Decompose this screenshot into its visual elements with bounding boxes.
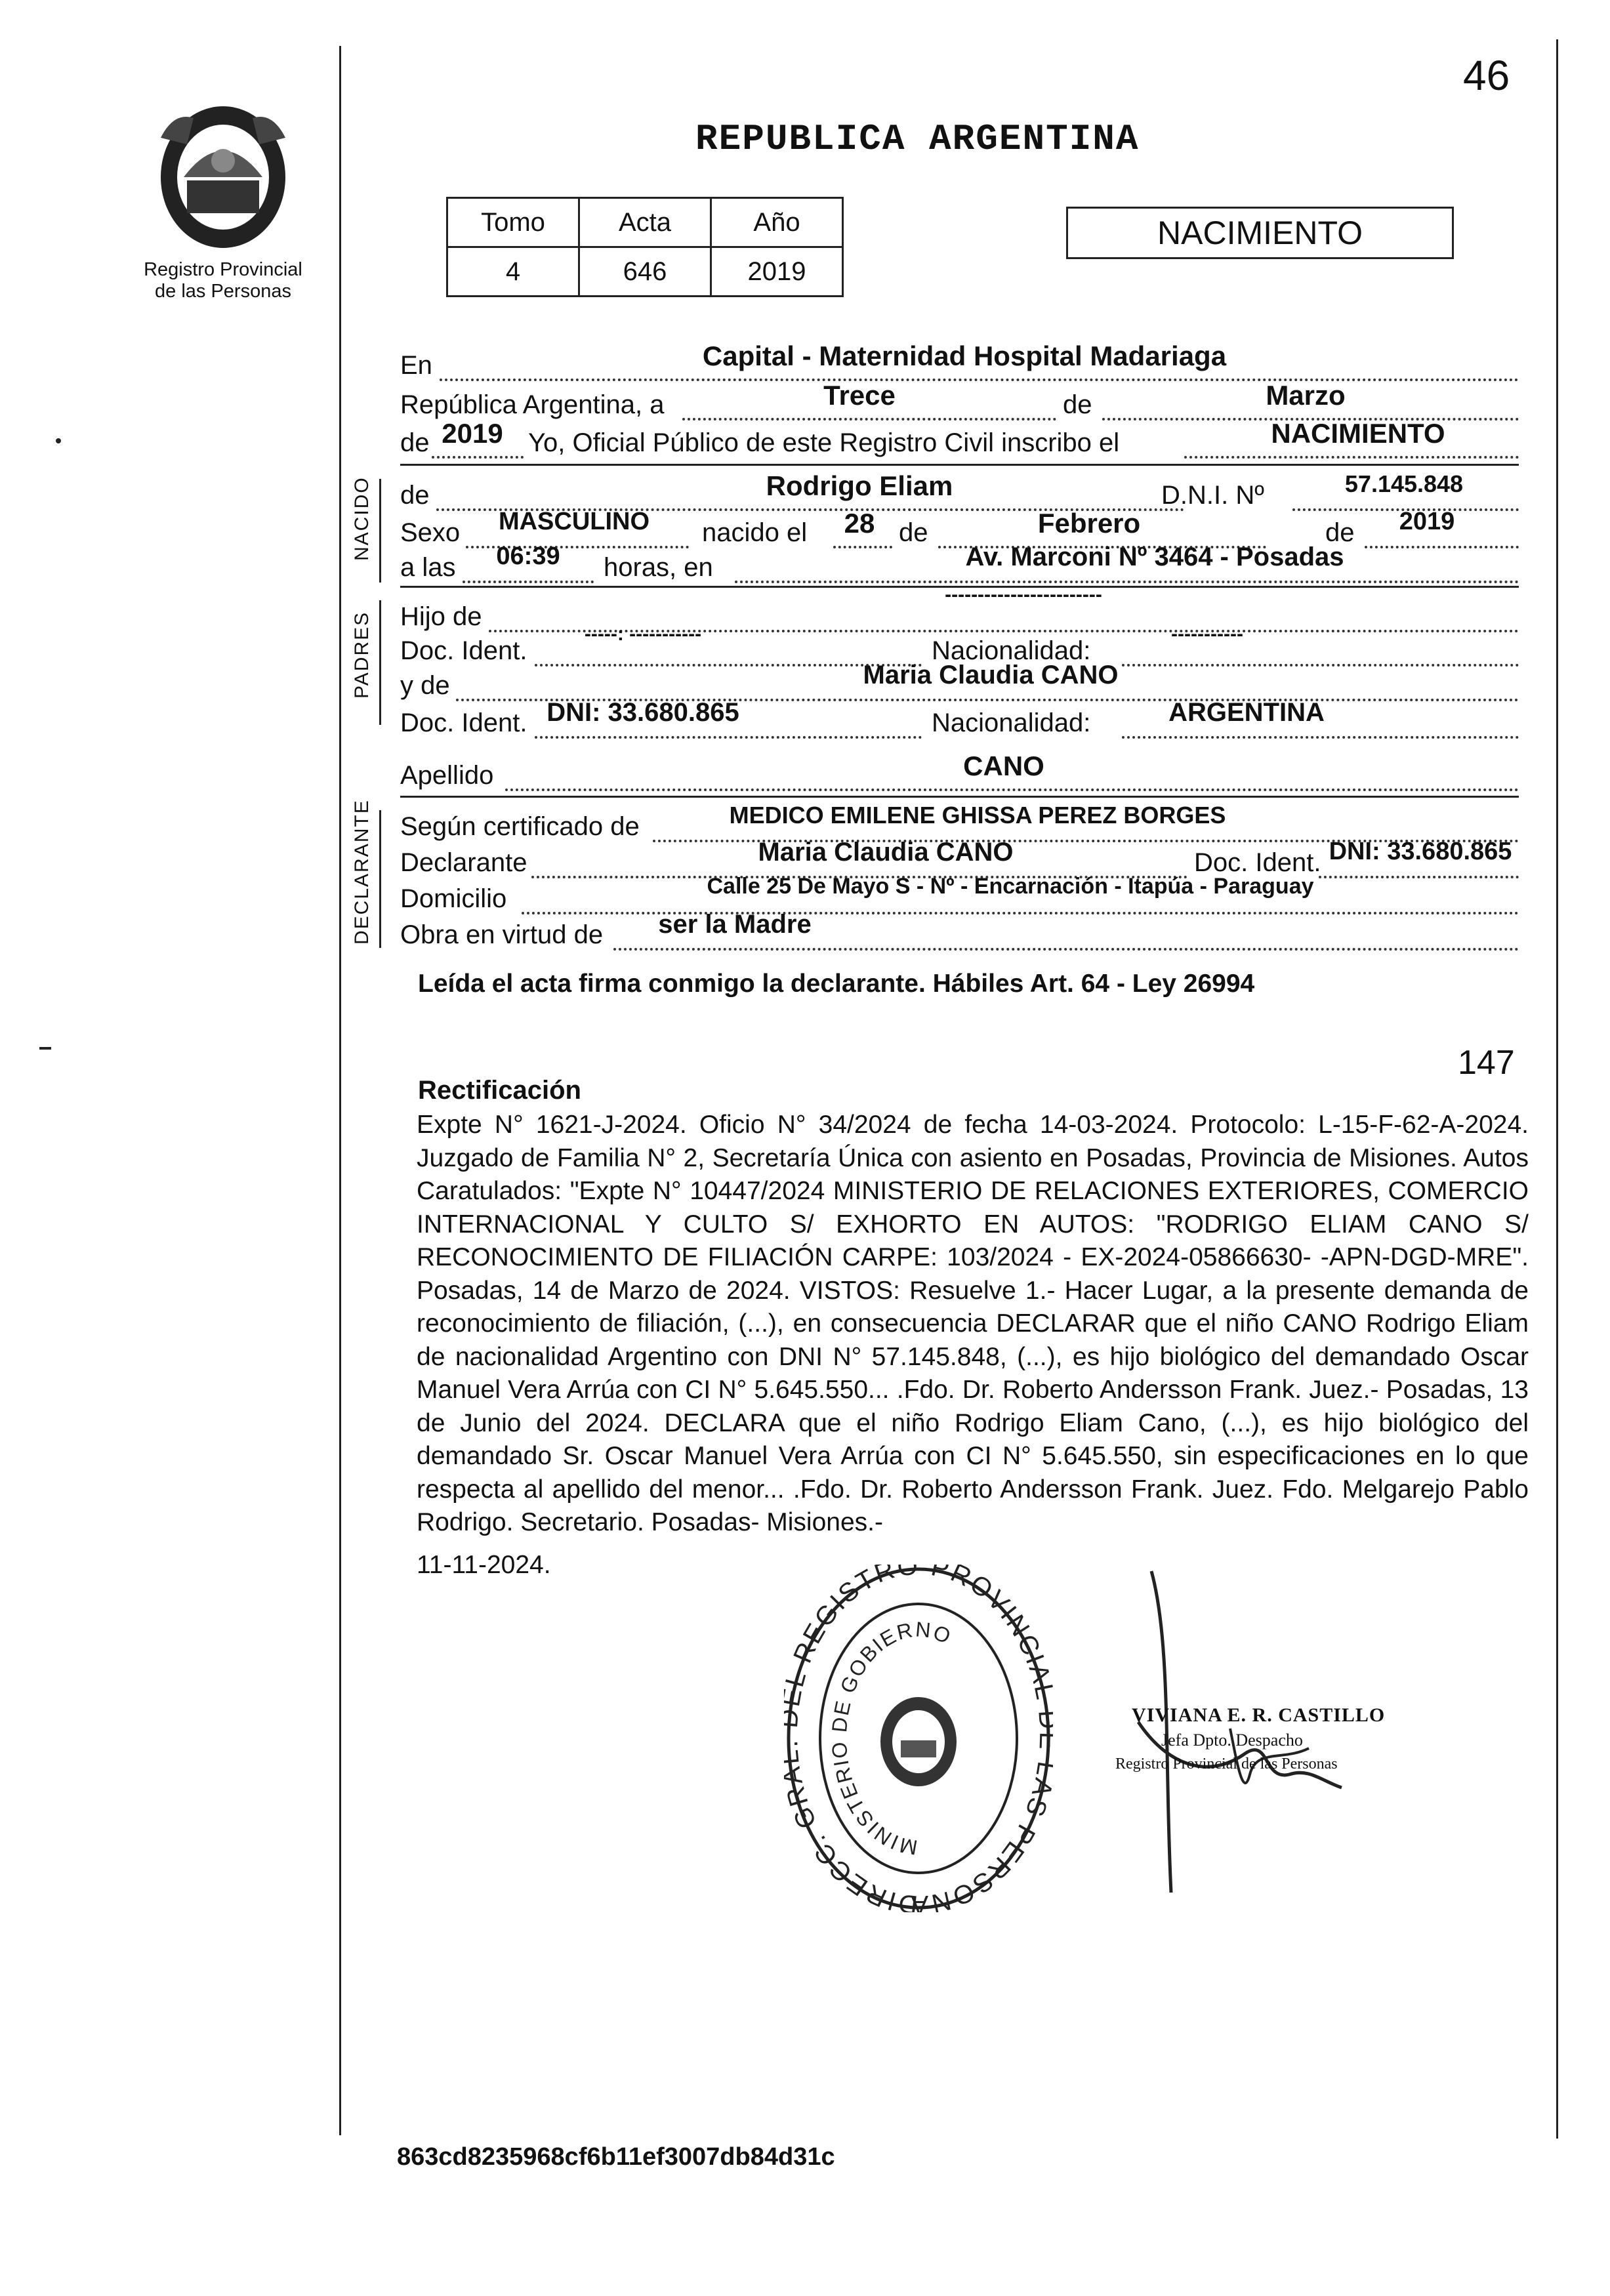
yde-label: y de [400,671,450,700]
registry-label [112,259,335,302]
de-label: de [899,518,928,547]
table-cell: 646 [579,247,711,297]
child-dni: 57.145.848 [1344,470,1464,497]
table-row [447,247,843,297]
obra-value: ser la Madre [658,910,812,939]
registry-line2: de las Personas [155,281,291,302]
obra-label: Obra en virtud de [400,920,604,949]
signature-line3: Registro Provincial de las Personas [1115,1755,1338,1773]
doc-label: Doc. Ident. [400,636,527,665]
rectificacion-date: 11-11-2024. [417,1551,551,1579]
certificado-label: Según certificado de [400,812,640,841]
de-label: de [1063,390,1092,419]
table-header-cell: Acta [579,198,711,247]
mother-name: Maria Claudia CANO [863,661,1119,689]
yo-text: Yo, Oficial Público de este Registro Civil inscribo el [528,428,1120,457]
birth-time: 06:39 [496,543,560,570]
declarante-name: Maria Claudia CANO [758,838,1014,867]
father-doc: -----: ----------- [584,623,702,645]
tomo-acta-table [446,197,844,297]
de-label: de [400,481,430,510]
domicilio-label: Domicilio [400,884,507,913]
record-type: NACIMIENTO [1271,418,1445,449]
en-label: En [400,351,432,380]
signature-line1: VIVIANA E. R. CASTILLO [1132,1704,1386,1726]
doc-label: Doc. Ident. [400,708,527,737]
horas-label: horas, en [604,553,713,582]
birth-day: 28 [844,508,875,539]
hijo-label: Hijo de [400,602,482,631]
row-year [400,418,1519,462]
table-header-cell: Tomo [447,198,579,247]
declarante-label: Declarante [400,848,527,877]
sexo-label: Sexo [400,518,461,547]
left-margin-line [339,46,341,2135]
province-emblem [148,98,299,256]
nacido-label: nacido el [702,518,808,547]
row-domicilio [400,874,1519,918]
alas-label: a las [400,553,456,582]
rectificacion-number: 147 [1458,1044,1515,1082]
de-label: de [1325,518,1355,547]
registry-line1: Registro Provincial [144,259,302,280]
certificado-value: MEDICO EMILENE GHISSA PEREZ BORGES [729,802,1226,829]
row-obra [400,910,1519,954]
birth-year: 2019 [1399,508,1455,535]
apellido-value: CANO [963,750,1044,781]
de-label: de [400,428,430,457]
official-seal [784,1565,1053,1912]
row-mother-doc [400,698,1519,743]
record-year: 2019 [442,418,503,449]
birth-month: Febrero [1037,508,1141,539]
rectificacion-title: Rectificación [418,1076,581,1105]
domicilio-value: Calle 25 De Mayo S - Nº - Encarnación - Itapúa - Paraguay [707,874,1314,899]
nacionalidad-label: Nacionalidad: [932,636,1091,665]
nacionalidad-label: Nacionalidad: [932,708,1091,737]
father-nationality: ----------- [1171,623,1243,645]
page-number: 46 [1463,52,1510,99]
document-hash: 863cd8235968cf6b11ef3007db84d31c [397,2143,835,2171]
record-month: Marzo [1266,380,1346,411]
table-cell: 2019 [711,247,843,297]
child-sex: MASCULINO [498,508,650,535]
seal-outer-text: DIRECC. G REGISTRO PROVINCI S PERSONA [787,1565,1053,1912]
table-header-row [447,198,843,247]
declarante-doc: DNI: 33.680.865 [1329,838,1512,865]
signature-line2: Jefa Dpto. Despacho [1161,1731,1303,1750]
apellido-label: Apellido [400,761,494,790]
child-name: Rodrigo Eliam [766,470,953,501]
table-cell: 4 [447,247,579,297]
section-label-padres: PADRES [351,611,373,699]
table-header-cell: Año [711,198,843,247]
father-name: ------------------------ [945,584,1102,605]
record-day: Trece [823,380,896,411]
republica-label: República Argentina, a [400,390,665,419]
birth-address: Av. Marconi Nº 3464 - Posadas [965,543,1344,571]
closing-statement: Leída el acta firma conmigo la declarante. Hábiles Art. 64 - Ley 26994 [418,970,1255,998]
doc-label: Doc. Ident. [1194,848,1321,877]
section-label-nacido: NACIDO [351,476,373,561]
rectificacion-body: Expte N° 1621-J-2024. Oficio N° 34/2024 de fecha 14-03-2024. Protocolo: L-15-F-62-A-2024. Juzgado de Familia N° 2, Secretaría Única con asiento en Posadas, Provincia de Misiones. Autos Caratulados: "Expte N° 10447/2024 MINISTERIO DE RELACIONES EXTERIORES, COMERCIO INTERNACIONAL Y CULTO S/ EXHORTO EN AUTOS: "RODRIGO ELIAM CANO S/ RECONOCIMIENTO DE FILIACIÓN CARPE: 103/2024 - EX-2024-05866630- -APN-DGD-MRE". Posadas, 14 de Marzo de 2024. VISTOS: Resuelve 1.- Hacer Lugar, a la presente demanda de reconocimiento de filiación, (...), en consecuencia DECLARAR que el niño CANO Rodrigo Eliam de nacionalidad Argentino con DNI N° 57.145.848, (...), es hijo biológico del demandado Oscar Manuel Vera Arrúa con CI N° 5.645.550... .Fdo. Dr. Roberto Andersson Frank. Juez.- Posadas, 13 de Junio del 2024. DECLARA que el niño Rodrigo Eliam Cano, (...), es hijo biológico del demandado Sr. Oscar Manuel Vera Arrúa con CI N° 5.645.550, sin especificaciones en lo que respecta al apellido del menor... .Fdo. Dr. Roberto Andersson Frank. Juez. Fdo. Melgarejo Pablo Rodrigo. Secretario. Posadas- Misiones.- [417,1111,1529,1536]
mother-nationality: ARGENTINA [1168,698,1325,727]
row-apellido [400,750,1519,795]
section-label-declarante: DECLARANTE [351,799,373,945]
row-hora [400,543,1519,587]
act-type-box: NACIMIENTO [1066,207,1454,259]
mother-doc: DNI: 33.680.865 [547,698,739,727]
birth-place: Capital - Maternidad Hospital Madariaga [702,340,1227,371]
right-margin-line [1556,39,1558,2139]
seal-inner-text: MINISTERIO DE GOBIERNO [827,1617,955,1860]
page-title: REPUBLICA ARGENTINA [695,118,1140,160]
dni-label: D.N.I. Nº [1161,481,1264,510]
